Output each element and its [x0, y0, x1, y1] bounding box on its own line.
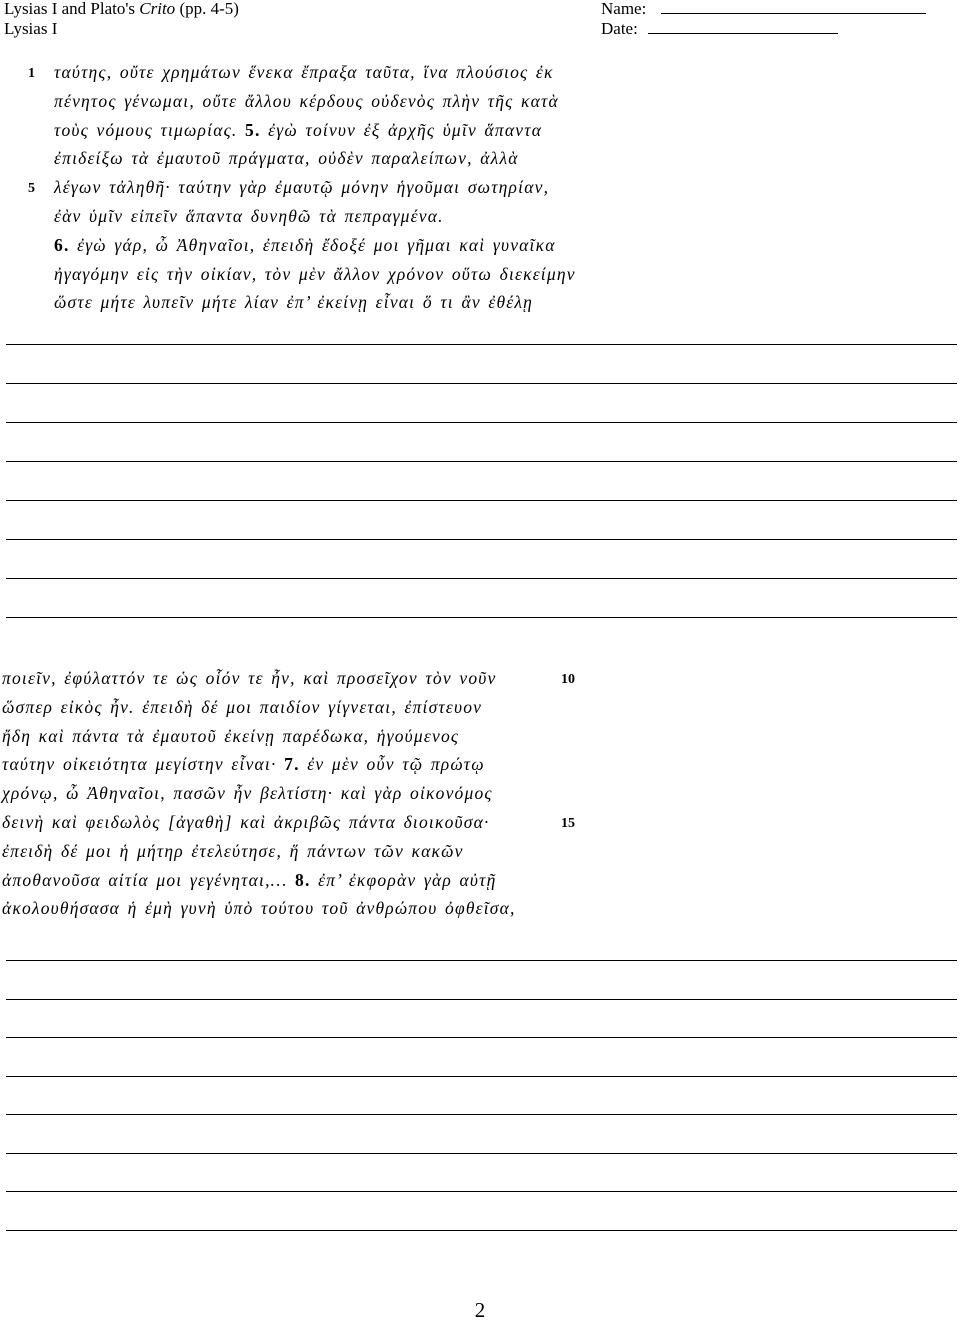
greek-text: ἀποθανοῦσα αἰτία μοι γεγένηται,… [2, 869, 295, 890]
answer-line[interactable] [6, 344, 957, 345]
answer-line[interactable] [6, 539, 957, 540]
greek-line [2, 754, 485, 775]
greek-text: ὥσπερ εἰκὸς ἦν. ἐπειδὴ δέ μοι παιδίον γίγνεται, ἐπίστευον [2, 696, 483, 717]
course-title-pages: (pp. 4-5) [175, 0, 239, 18]
answer-line[interactable] [6, 1230, 957, 1231]
greek-line [2, 668, 496, 689]
greek-text: ἤδη καὶ πάντα τὰ ἐμαυτοῦ ἐκείνῃ παρέδωκα, ἡγούμενος [2, 725, 460, 746]
line-number: 5 [28, 181, 35, 197]
greek-line [2, 726, 459, 747]
greek-text: ὥστε μήτε λυπεῖν μήτε λίαν ἐπ’ ἐκείνῃ εἶναι ὅ τι ἂν ἐθέλῃ [54, 292, 534, 313]
greek-line [54, 206, 444, 227]
answer-line[interactable] [6, 1114, 957, 1115]
date-field[interactable] [601, 19, 838, 39]
course-title-text: Lysias I and Plato's [4, 0, 140, 18]
greek-text: ἐπιδείξω τὰ ἐμαυτοῦ πράγματα, οὐδὲν παραλείπων, ἀλλὰ [54, 148, 519, 169]
section-title: Lysias I [4, 19, 58, 38]
greek-text: τοὺς νόμους τιμωρίας. [54, 119, 246, 140]
answer-line[interactable] [6, 500, 957, 501]
greek-text: χρόνῳ, ὦ Ἀθηναῖοι, πασῶν ἦν βελτίστη· καὶ γὰρ οἰκονόμος [2, 783, 493, 804]
line-number: 1 [28, 66, 35, 81]
answer-line[interactable] [6, 383, 957, 384]
greek-text: λέγων τἀληθῆ· ταύτην γὰρ ἐμαυτῷ μόνην ἡγοῦμαι σωτηρίαν, [54, 177, 550, 198]
greek-text: ἐπειδὴ δέ μοι ἡ μήτηρ ἐτελεύτησε, ἥ πάντων τῶν κακῶν [2, 840, 464, 861]
answer-line[interactable] [6, 960, 957, 961]
course-title [4, 0, 239, 19]
greek-line [2, 841, 464, 862]
greek-text: ἐγὼ τοίνυν ἐξ ἀρχῆς ὑμῖν ἅπαντα [260, 119, 543, 140]
greek-line [2, 783, 493, 804]
greek-line [54, 148, 519, 169]
answer-line[interactable] [6, 1191, 957, 1192]
answer-line[interactable] [6, 617, 957, 618]
answer-line[interactable] [6, 461, 957, 462]
greek-text: ἐν μὲν οὖν τῷ πρώτῳ [299, 754, 485, 775]
answer-line[interactable] [6, 1153, 957, 1154]
greek-line [54, 120, 542, 141]
greek-line [2, 697, 482, 718]
greek-line [2, 898, 516, 919]
greek-line [54, 91, 559, 112]
answer-line[interactable] [6, 1037, 957, 1038]
greek-line [54, 292, 533, 313]
date-blank[interactable] [648, 19, 838, 34]
section-number: 6. [54, 234, 70, 255]
greek-text: ταύτης, οὔτε χρημάτων ἕνεκα ἔπραξα ταῦτα, ἵνα πλούσιος ἐκ [54, 62, 554, 82]
date-label: Date: [601, 19, 638, 38]
greek-text: δεινὴ καὶ φειδωλὸς [ἀγαθὴ] καὶ ἀκριβῶς πάντα διοικοῦσα· [2, 812, 490, 832]
line-number: 10 [561, 672, 575, 687]
greek-text: ἀκολουθήσασα ἡ ἐμὴ γυνὴ ὑπὸ τούτου τοῦ ἀνθρώπου ὀφθεῖσα, [2, 898, 516, 919]
greek-text: ταύτην οἰκειότητα μεγίστην εἶναι· [2, 754, 285, 775]
greek-text: ἐγὼ γάρ, ὦ Ἀθηναῖοι, ἐπειδὴ ἔδοξέ μοι γῆμαι καὶ γυναῖκα [69, 234, 556, 255]
greek-line [54, 235, 556, 256]
section-number: 8. [295, 869, 311, 890]
greek-text: ἐὰν ὑμῖν εἰπεῖν ἅπαντα δυνηθῶ τὰ πεπραγμένα. [54, 206, 444, 226]
section-number: 7. [284, 754, 300, 775]
greek-line [54, 264, 576, 285]
greek-line [2, 812, 490, 833]
name-field[interactable] [601, 0, 926, 19]
greek-line [54, 62, 554, 83]
greek-text: ἠγαγόμην εἰς τὴν οἰκίαν, τὸν μὲν ἄλλον χρόνον οὕτω διεκείμην [54, 263, 576, 284]
answer-line[interactable] [6, 1076, 957, 1077]
section-number: 5. [245, 119, 261, 140]
page-number: 2 [474, 1298, 486, 1322]
name-blank[interactable] [661, 0, 926, 14]
greek-text: πένητος γένωμαι, οὔτε ἄλλου κέρδους οὐδενὸς πλὴν τῆς κατὰ [54, 90, 559, 111]
course-title-italic: Crito [139, 0, 176, 18]
answer-line[interactable] [6, 578, 957, 579]
greek-line [2, 870, 497, 891]
answer-line[interactable] [6, 422, 957, 423]
greek-line [54, 177, 549, 198]
greek-text: ποιεῖν, ἐφύλαττόν τε ὡς οἷόν τε ἦν, καὶ προσεῖχον τὸν νοῦν [2, 668, 497, 688]
greek-text: ἐπ’ ἐκφορὰν γὰρ αὐτῇ [310, 869, 497, 890]
answer-line[interactable] [6, 999, 957, 1000]
line-number: 15 [561, 816, 575, 831]
name-label: Name: [601, 0, 647, 18]
